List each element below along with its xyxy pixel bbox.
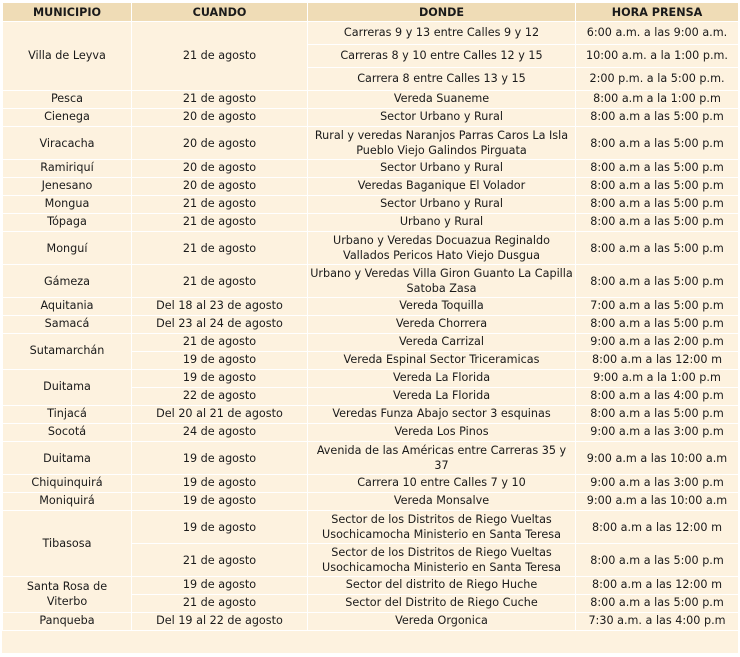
donde-cell: Rural y veredas Naranjos Parras Caros La Isla Pueblo Viejo Galindos Pirguata: [308, 127, 576, 160]
cuando-cell: 20 de agosto: [132, 127, 308, 160]
donde-cell: Urbano y Veredas Villa Giron Guanto La Capilla Satoba Zasa: [308, 265, 576, 298]
donde-cell: Vereda Orgonica: [308, 613, 576, 631]
donde-cell: Sector del Distrito de Riego Cuche: [308, 595, 576, 613]
donde-cell: Vereda La Florida: [308, 370, 576, 388]
hora-cell: 8:00 a.m a las 5:00 p.m: [576, 109, 739, 127]
cuando-cell: Del 18 al 23 de agosto: [132, 298, 308, 316]
donde-cell: Carreras 8 y 10 entre Calles 12 y 15: [308, 45, 576, 68]
cuando-cell: 21 de agosto: [132, 214, 308, 232]
donde-cell: Sector de los Distritos de Riego Vueltas Usochicamocha Ministerio en Santa Teresa: [308, 511, 576, 544]
donde-cell: Carrera 8 entre Calles 13 y 15: [308, 68, 576, 91]
municipio-cell: Socotá: [3, 424, 132, 442]
table-row: [3, 511, 739, 544]
hora-cell: 8:00 a.m a las 5:00 p.m: [576, 265, 739, 298]
table-row: [3, 109, 739, 127]
table-row: [3, 214, 739, 232]
municipio-cell: Chiquinquirá: [3, 475, 132, 493]
table-row: [3, 493, 739, 511]
table-row: [3, 442, 739, 475]
table-row: [3, 370, 739, 388]
hora-cell: 8:00 a.m a las 5:00 p.m: [576, 214, 739, 232]
cuando-cell: 24 de agosto: [132, 424, 308, 442]
donde-cell: Sector de los Distritos de Riego Vueltas Usochicamocha Ministerio en Santa Teresa: [308, 544, 576, 577]
hora-cell: 8:00 a.m a las 5:00 p.m: [576, 316, 739, 334]
municipio-cell: Duitama: [3, 442, 132, 475]
table-row: [3, 406, 739, 424]
municipio-cell: Cienega: [3, 109, 132, 127]
cuando-cell: 19 de agosto: [132, 352, 308, 370]
donde-cell: Sector Urbano y Rural: [308, 196, 576, 214]
cuando-cell: 21 de agosto: [132, 22, 308, 91]
table-row: [3, 475, 739, 493]
hora-cell: 8:00 a.m a las 5:00 p.m: [576, 127, 739, 160]
hora-cell: 9:00 a.m a la 1:00 p.m: [576, 370, 739, 388]
header-hora-prensa: HORA PRENSA: [576, 3, 739, 22]
cuando-cell: 21 de agosto: [132, 91, 308, 109]
table-row: [3, 334, 739, 352]
cuando-cell: Del 23 al 24 de agosto: [132, 316, 308, 334]
cuando-cell: 21 de agosto: [132, 265, 308, 298]
hora-cell: 8:00 a.m a las 4:00 p.m: [576, 388, 739, 406]
table-row: [3, 265, 739, 298]
table-row: [3, 91, 739, 109]
municipio-cell: Gámeza: [3, 265, 132, 298]
cuando-cell: 19 de agosto: [132, 511, 308, 544]
municipio-cell: Villa de Leyva: [3, 22, 132, 91]
municipio-cell: Tinjacá: [3, 406, 132, 424]
donde-cell: Vereda Carrizal: [308, 334, 576, 352]
hora-cell: 9:00 a.m a las 3:00 p.m: [576, 424, 739, 442]
hora-cell: 8:00 a.m a las 12:00 m: [576, 352, 739, 370]
hora-cell: 8:00 a.m a la 1:00 p.m: [576, 91, 739, 109]
hora-cell: 6:00 a.m. a las 9:00 a.m.: [576, 22, 739, 45]
table-row: [3, 160, 739, 178]
table-row: [3, 196, 739, 214]
municipio-cell: Sutamarchán: [3, 334, 132, 370]
table-row: [3, 613, 739, 631]
hora-cell: 8:00 a.m a las 5:00 p.m: [576, 160, 739, 178]
header-donde: DONDE: [308, 3, 576, 22]
table-row: [3, 298, 739, 316]
cuando-cell: 21 de agosto: [132, 196, 308, 214]
municipio-cell: Samacá: [3, 316, 132, 334]
table-row: [3, 22, 739, 45]
table-row: [3, 316, 739, 334]
cuando-cell: 19 de agosto: [132, 577, 308, 595]
hora-cell: 8:00 a.m a las 12:00 m: [576, 511, 739, 544]
cuando-cell: 21 de agosto: [132, 595, 308, 613]
cuando-cell: 20 de agosto: [132, 109, 308, 127]
schedule-panel: [2, 2, 738, 653]
donde-cell: Vereda Toquilla: [308, 298, 576, 316]
schedule-table: [2, 2, 739, 631]
hora-cell: 8:00 a.m a las 5:00 p.m: [576, 544, 739, 577]
table-row: [3, 577, 739, 595]
donde-cell: Vereda Chorrera: [308, 316, 576, 334]
hora-cell: 7:30 a.m. a las 4:00 p.m: [576, 613, 739, 631]
municipio-cell: Viracacha: [3, 127, 132, 160]
donde-cell: Urbano y Veredas Docuazua Reginaldo Vallados Pericos Hato Viejo Dusgua: [308, 232, 576, 265]
hora-cell: 10:00 a.m. a la 1:00 p.m.: [576, 45, 739, 68]
hora-cell: 8:00 a.m a las 5:00 p.m: [576, 178, 739, 196]
municipio-cell: Mongua: [3, 196, 132, 214]
hora-cell: 8:00 a.m a las 12:00 m: [576, 577, 739, 595]
municipio-cell: Pesca: [3, 91, 132, 109]
municipio-cell: Ramiriquí: [3, 160, 132, 178]
cuando-cell: 19 de agosto: [132, 370, 308, 388]
hora-cell: 8:00 a.m a las 5:00 p.m: [576, 595, 739, 613]
donde-cell: Vereda Suaneme: [308, 91, 576, 109]
hora-cell: 7:00 a.m a las 5:00 p.m: [576, 298, 739, 316]
hora-cell: 9:00 a.m a las 10:00 a.m: [576, 442, 739, 475]
donde-cell: Sector Urbano y Rural: [308, 109, 576, 127]
donde-cell: Urbano y Rural: [308, 214, 576, 232]
hora-cell: 8:00 a.m a las 5:00 p.m: [576, 196, 739, 214]
municipio-cell: Duitama: [3, 370, 132, 406]
cuando-cell: Del 20 al 21 de agosto: [132, 406, 308, 424]
table-row: [3, 232, 739, 265]
header-row: [3, 3, 739, 22]
cuando-cell: 21 de agosto: [132, 544, 308, 577]
donde-cell: Vereda Monsalve: [308, 493, 576, 511]
hora-cell: 9:00 a.m a las 10:00 a.m: [576, 493, 739, 511]
municipio-cell: Aquitania: [3, 298, 132, 316]
cuando-cell: 19 de agosto: [132, 442, 308, 475]
cuando-cell: 19 de agosto: [132, 493, 308, 511]
hora-cell: 8:00 a.m a las 5:00 p.m: [576, 232, 739, 265]
donde-cell: Sector Urbano y Rural: [308, 160, 576, 178]
donde-cell: Sector del distrito de Riego Huche: [308, 577, 576, 595]
municipio-cell: Moniquirá: [3, 493, 132, 511]
donde-cell: Carreras 9 y 13 entre Calles 9 y 12: [308, 22, 576, 45]
table-row: [3, 127, 739, 160]
cuando-cell: 20 de agosto: [132, 160, 308, 178]
municipio-cell: Jenesano: [3, 178, 132, 196]
cuando-cell: Del 19 al 22 de agosto: [132, 613, 308, 631]
hora-cell: 9:00 a.m a las 2:00 p.m: [576, 334, 739, 352]
donde-cell: Vereda La Florida: [308, 388, 576, 406]
hora-cell: 2:00 p.m. a la 5:00 p.m.: [576, 68, 739, 91]
cuando-cell: 22 de agosto: [132, 388, 308, 406]
municipio-cell: Santa Rosa de Viterbo: [3, 577, 132, 613]
municipio-cell: Tibasosa: [3, 511, 132, 577]
municipio-cell: Panqueba: [3, 613, 132, 631]
cuando-cell: 20 de agosto: [132, 178, 308, 196]
header-cuando: CUANDO: [132, 3, 308, 22]
donde-cell: Veredas Funza Abajo sector 3 esquinas: [308, 406, 576, 424]
cuando-cell: 19 de agosto: [132, 475, 308, 493]
donde-cell: Veredas Baganique El Volador: [308, 178, 576, 196]
donde-cell: Vereda Espinal Sector Triceramicas: [308, 352, 576, 370]
table-body: [3, 22, 739, 631]
municipio-cell: Tópaga: [3, 214, 132, 232]
table-row: [3, 178, 739, 196]
header-municipio: MUNICIPIO: [3, 3, 132, 22]
cuando-cell: 21 de agosto: [132, 232, 308, 265]
donde-cell: Vereda Los Pinos: [308, 424, 576, 442]
hora-cell: 9:00 a.m a las 3:00 p.m: [576, 475, 739, 493]
cuando-cell: 21 de agosto: [132, 334, 308, 352]
donde-cell: Avenida de las Américas entre Carreras 35 y 37: [308, 442, 576, 475]
municipio-cell: Monguí: [3, 232, 132, 265]
hora-cell: 8:00 a.m a las 5:00 p.m: [576, 406, 739, 424]
donde-cell: Carrera 10 entre Calles 7 y 10: [308, 475, 576, 493]
table-row: [3, 424, 739, 442]
